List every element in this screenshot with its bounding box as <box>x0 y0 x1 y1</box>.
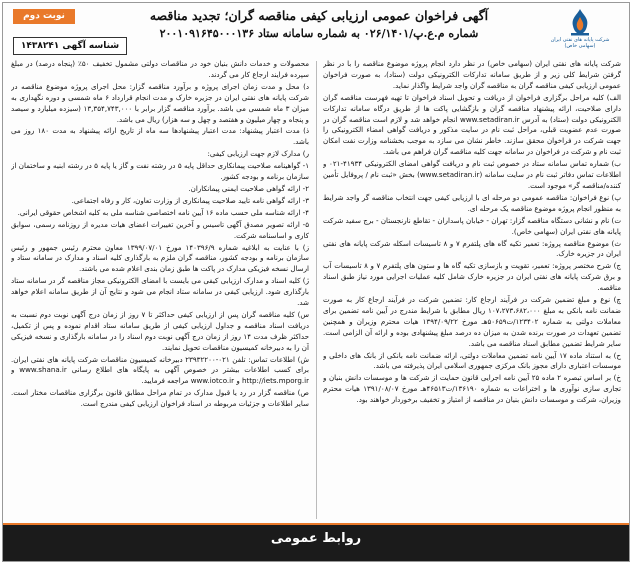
paragraph: ر) مدارک لازم جهت ارزیابی کیفی: <box>207 149 309 159</box>
paragraph: شرکت پایانه های نفتی ایران (سهامی خاص) در نظر دارد انجام پروژه موضوع مناقصه را با در نظر گرفتن شرایط کلی زیر و از طریق سامانه تدارکات الکترونیکی دولت (ستاد)، به صورت فراخوان عمومی ارزیابی کیفی مناقصه گران به مناقصه گران واجد شرایط واگذار نماید. <box>323 59 621 90</box>
paragraph: ص) مناقصه گزار در رد یا قبول مدارک در تمام مراحل مطابق قانون برگزاری مناقصات مختار است. سایر اطلاعات و جزئیات مربوطه در اسناد فراخوان ارزیابی کیفی مندرج است. <box>11 388 309 409</box>
paragraph: ت) نام و نشانی دستگاه مناقصه گزار: تهران - خیابان پاسداران - تقاطع نارنجستان - برج سفید شرکت پایانه های نفتی ایران (سهامی خاص). <box>323 215 621 236</box>
paragraph: ث) موضوع مناقصه پروژه: تعمیر تکیه گاه های پلتفرم ۷ و ۸ تاسیسات اسکله شرکت پایانه های نفتی ایران در جزیره خارک. <box>323 238 621 259</box>
notice-header <box>3 3 629 55</box>
round-badge: نوبت دوم <box>13 9 75 24</box>
notice-number: شماره م.ع.پ/۰۲۶/۱۴۰۱ به شماره سامانه ستاد ۲۰۰۱۰۹۱۶۴۵۰۰۰۱۳۶ <box>159 27 479 40</box>
paragraph: پ) نوع فراخوان: مناقصه عمومی دو مرحله ای با ارزیابی کیفی جهت انتخاب مناقصه گر واجد شرایط به منظور انجام پروژه موضوع مناقصه یک مرحله ای. <box>323 192 621 213</box>
paragraph: د) محل و مدت زمان اجرای پروژه و برآورد مناقصه گزار: محل اجرای پروژه موضوع مناقصه در شرکت پایانه های نفتی ایران در جزیره خارک و مدت انجام قرارداد ۶ ماه شمسی و دوره نگهداری به میزان ۳ ماه شمسی می باشد. برآورد مناقصه گزار برابر با ۱۳,۳۵۴,۷۴۳,۰۰۰ (سیزده میلیارد و سیصد و پنجاه و چهار میلیون و هفتصد و چهل و سه هزار) ریال می باشد. <box>11 81 309 124</box>
paragraph: ج) شرح مختصر پروژه: تعمیر، تقویت و بازسازی تکیه گاه ها و ستون های پلتفرم ۷ و ۸ تاسیسات آب و برق شرکت پایانه های نفتی ایران در جزیره خارک شامل کلیه عملیات اجرایی مورد نیاز طبق اسناد مناقصه. <box>323 261 621 293</box>
paragraph: ۵- ارائه تصویر مصدق آگهی تاسیس و آخرین تغییرات اعضای هیات مدیره از روزنامه رسمی، سوابق کاری و اساسنامه شرکت. <box>11 219 309 240</box>
paragraph: ش) اطلاعات تماس: تلفن ۰۲۱-۲۳۹۳۲۲۰۰ دبیرخانه کمیسیون مناقصات شرکت پایانه های نفتی ایران. برای کسب اطلاعات بیشتر در خصوص آگهی به پایگاه های اطلاع رسانی www.shana.ir و http://iets.mporg.ir و www.iotco.ir مراجعه فرمایید. <box>11 354 309 386</box>
paragraph: ۲- ارائه گواهی صلاحیت ایمنی پیمانکاران. <box>188 183 309 193</box>
paragraph: ذ) مدت اعتبار پیشنهاد: مدت اعتبار پیشنهادها سه ماه از تاریخ ارائه پیشنهاد به مدت ۱۸۰ روز می باشد. <box>11 126 309 147</box>
paragraph: ب) شماره تماس سامانه ستاد در خصوص ثبت نام و دریافت گواهی امضای الکترونیکی ۴۱۹۳۴-۰۲۱ و اطلاعات تماس دفاتر ثبت نام در سایت سامانه (www.setadiran.ir) بخش «ثبت نام / پروفایل تأمین کننده/مناقصه گر» موجود است. <box>323 159 621 190</box>
paragraph: چ) نوع و مبلغ تضمین شرکت در فرآیند ارجاع کار: تضمین شرکت در فرآیند ارجاع کار به صورت ضمانت نامه بانکی به مبلغ ۱۰۷،۲۷۳،۶۸۲،۰۰۰ ریال مطابق با شرایط مندرج در آیین نامه تضمین برای معاملات دولتی به شماره ۱۲۳۴۰۲/ت۵۰۶۵۹هـ مورخ ۱۳۹۴/۰۹/۲۲ هیات محترم وزیران و همچنین تضمین تعهدات در صورت برنده شدن به میزان ده درصد مبلغ پیشنهادی بوده و ارائه آن الزامی است. سایر شرایط تضمین مطابق اسناد مناقصه می باشد. <box>323 295 621 348</box>
paragraph: ح) به استناد ماده ۱۷ آیین نامه تضمین معاملات دولتی، ارائه ضمانت نامه بانکی از بانک های داخلی و موسسات اعتباری دارای مجوز بانک مرکزی جمهوری اسلامی ایران پذیرفته می باشد. <box>323 350 621 371</box>
tender-notice-page <box>2 2 630 562</box>
logo-company-sub: (سهامی خاص) <box>564 43 596 49</box>
paragraph: خ) بر اساس تبصره ۲ ماده ۲۵ آیین نامه اجرایی قانون حمایت از شرکت ها و موسسات دانش بنیان و تجاری سازی نوآوری ها و اختراعات به شماره ۱۳۶۱۹۰/ت۴۶۵۱۳هـ مورخ ۱۳۹۱/۰۸/۰۷ هیات محترم وزیران، شرکت و موسسات دانش بنیان در مناقصه از امتیاز و تخفیف برخوردار خواهند بود. <box>323 373 621 405</box>
ad-id-badge: شناسه آگهی ۱۴۳۸۲۴۱ <box>13 37 127 55</box>
left-column <box>11 59 309 521</box>
nioc-flame-logo-icon <box>565 7 595 37</box>
company-logo <box>541 7 619 53</box>
paragraph: ز) با عنایت به ابلاغیه شماره ۱۴۰۳۹۶/۹ مورخ ۱۳۹۹/۰۷/۰۱ معاون محترم رئیس جمهور و رئیس سازمان برنامه و بودجه کشور، مناقصه گران ملزم به بارگذاری کلیه اسناد و مدارک در سامانه ستاد و ارسال نسخه فیزیکی مدارک در پاکت ها طبق زمان بندی اعلام شده می باشند. <box>11 242 309 274</box>
paragraph: س) کلیه مناقصه گران پس از ارزیابی کیفی حداکثر تا ۷ روز از زمان درج آگهی نوبت دوم نسبت به دریافت اسناد مناقصه و جداول ارزیابی کیفی از طریق سامانه ستاد اقدام نموده و پس از تکمیل، حداکثر ظرف مدت ۱۴ روز از زمان درج آگهی نوبت دوم اسناد را در سامانه بارگذاری و نسخه فیزیکی آن را به دبیرخانه کمیسیون مناقصات تحویل نمایند. <box>11 309 309 352</box>
paragraph: ژ) کلیه اسناد و مدارک ارزیابی کیفی می بایست با امضای الکترونیکی مجاز مناقصه گر در سامانه ستاد بارگذاری شود. ارزیابی کیفی در سامانه ستاد انجام می شود و نتایج آن از طریق سامانه اعلام خواهد شد. <box>11 276 309 308</box>
notice-title: آگهی فراخوان عمومی ارزیابی کیفی مناقصه گران؛ تجدید مناقصه <box>149 8 489 23</box>
paragraph: ۴- ارائه شناسه ملی حسب ماده ۱۶ آیین نامه اختصاصی شناسه ملی به کلیه اشخاص حقوقی ایرانی. <box>17 207 309 217</box>
paragraph: ۳- ارائه گواهی نامه تایید صلاحیت پیمانکاری از وزارت تعاون، کار و رفاه اجتماعی. <box>71 195 309 205</box>
footer-accent-line <box>3 523 629 525</box>
column-divider <box>316 61 317 519</box>
paragraph: محصولات و خدمات دانش بنیان خود در مناقصات دولتی مشمول تخفیف ۵۰٪ (پنجاه درصد) در مبلغ سپرده فرایند ارجاع کار می گردند. <box>11 59 309 79</box>
right-column <box>323 59 621 521</box>
paragraph: الف) کلیه مراحل برگزاری فراخوان از دریافت و تحویل اسناد فراخوان تا تهیه فهرست مناقصه گران دارای صلاحیت، ارائه پیشنهاد مناقصه گران و بازگشایی پاکت ها از طریق درگاه سامانه تدارکات الکترونیکی دولت (ستاد) به آدرس www.setadiran.ir انجام خواهد شد و لازم است مناقصه گران در صورت عدم عضویت قبلی، مراحل ثبت نام در سایت مذکور و دریافت گواهی امضاء الکترونیکی را جهت شرکت در فراخوان محقق سازند. خاطر نشان می سازد به موجب بخشنامه وزارت نفت امکان ثبت نام و شرکت در فراخوان در سامانه جهت کلیه مناقصه گران فراهم می باشد. <box>323 92 621 157</box>
logo-company-name: شرکت پایانه های نفتی ایران <box>550 37 610 43</box>
paragraph: ۱- گواهینامه صلاحیت پیمانکاری حداقل پایه ۵ در رشته نفت و گاز یا پایه ۵ در رشته ابنیه و ساختمان از سازمان برنامه و بودجه کشور. <box>11 161 309 182</box>
footer-label: روابط عمومی <box>270 531 362 546</box>
public-relations-footer <box>3 523 629 561</box>
